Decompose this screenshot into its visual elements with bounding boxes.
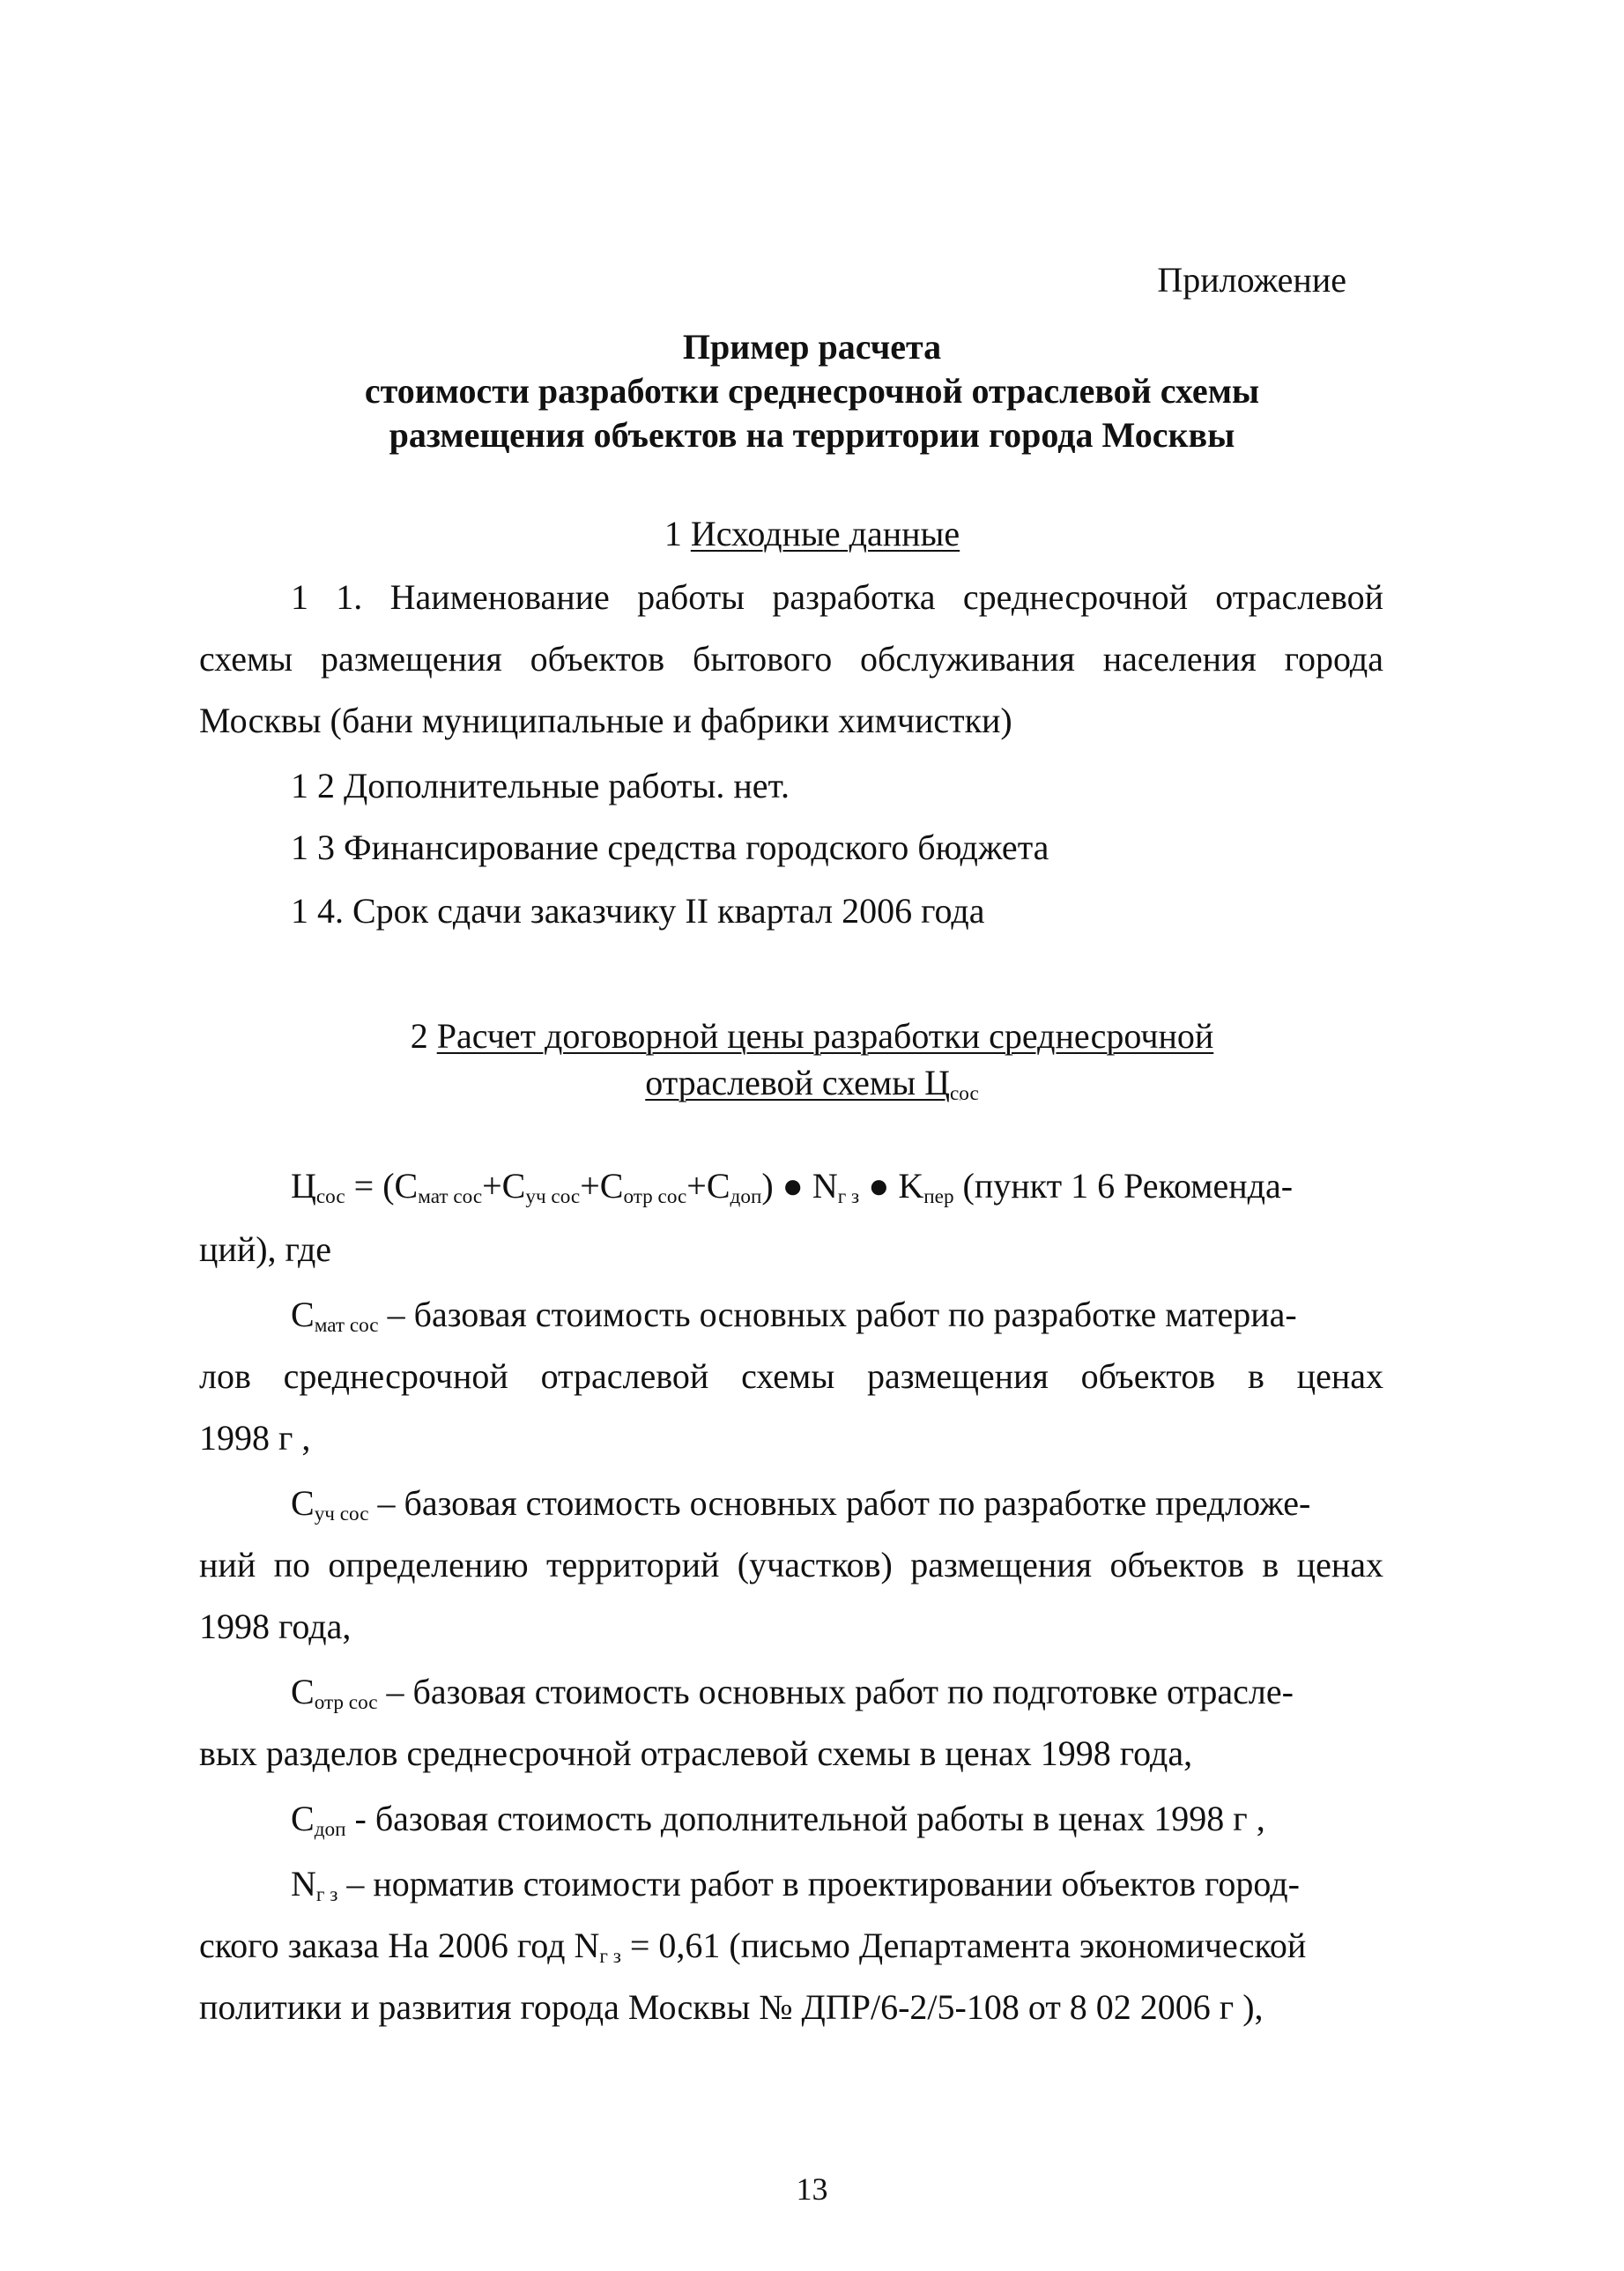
section-1-heading (0, 511, 1624, 557)
section-2-heading-line-1 (0, 1013, 1624, 1059)
price-formula-line-2: ций), где (199, 1229, 332, 1269)
def-mat-line-1: $С_{мат сос}$ – базовая стоимость основных работ по разработке материа- (291, 1295, 1297, 1337)
def-otr-line-2: вых разделов среднесрочной отраслевой схемы в ценах 1998 года, (199, 1733, 1193, 1773)
def-dop-line-1: $С_{доп}$ - базовая стоимость дополнительной работы в ценах 1998 г , (291, 1799, 1265, 1841)
section-2-heading-line-2 (0, 1060, 1624, 1106)
def-ng-line-1: $N_{г з}$ – норматив стоимости работ в проектировании объектов город- (291, 1864, 1300, 1906)
def-mat-line-2: лов среднесрочной отраслевой схемы размещения объектов в ценах (199, 1356, 1383, 1396)
para-1-1-line-3: Москвы (бани муниципальные и фабрики химчистки) (199, 701, 1012, 740)
section-2-title-2: отраслевой схемы $Ц_{сос}$ (645, 1063, 979, 1105)
para-1-1-line-2: схемы размещения объектов бытового обслуживания населения города (199, 639, 1383, 679)
def-ng-line-2: ского заказа На 2006 год $N_{г з} = 0,61$ (письмо Департамента экономической (199, 1926, 1307, 1968)
appendix-label: Приложение (1157, 260, 1346, 300)
section-1-title: Исходные данные (690, 514, 960, 553)
title-line-2: стоимости разработки среднесрочной отраслевой схемы (364, 371, 1260, 411)
para-1-2: 1 2 Дополнительные работы. нет. (291, 766, 790, 805)
price-formula: $Ц_{сос} = (С_{мат сос}+С_{уч сос}+С_{отр сос}+С_{доп})$ ● $N_{г з}$ ● $K_{пер}$ (пункт 1 6 Рекоменда- (291, 1166, 1294, 1208)
para-1-1-line-1: 1 1. Наименование работы разработка среднесрочной отраслевой (291, 577, 1383, 617)
title-line-3: размещения объектов на территории города Москвы (389, 415, 1235, 455)
section-2-title-1: Расчет договорной цены разработки среднесрочной (436, 1016, 1214, 1056)
def-uch-line-2: ний по определению территорий (участков) размещения объектов в ценах (199, 1545, 1383, 1585)
para-1-4: 1 4. Срок сдачи заказчику II квартал 2006 года (291, 891, 985, 931)
def-otr-line-1: $С_{отр сос}$ – базовая стоимость основных работ по подготовке отрасле- (291, 1672, 1294, 1714)
para-1-3: 1 3 Финансирование средства городского бюджета (291, 828, 1049, 867)
def-ng-line-3: политики и развития города Москвы № ДПР/6-2/5-108 от 8 02 2006 г ), (199, 1987, 1264, 2027)
title-line-1: Пример расчета (682, 327, 942, 367)
page-number: 13 (796, 2171, 828, 2207)
section-1-number: 1 (664, 514, 682, 553)
def-uch-line-3: 1998 года, (199, 1607, 352, 1646)
def-uch-line-1: $С_{уч сос}$ – базовая стоимость основных работ по разработке предложе- (291, 1483, 1311, 1525)
def-mat-line-3: 1998 г , (199, 1418, 311, 1458)
section-2-number: 2 (410, 1016, 428, 1056)
